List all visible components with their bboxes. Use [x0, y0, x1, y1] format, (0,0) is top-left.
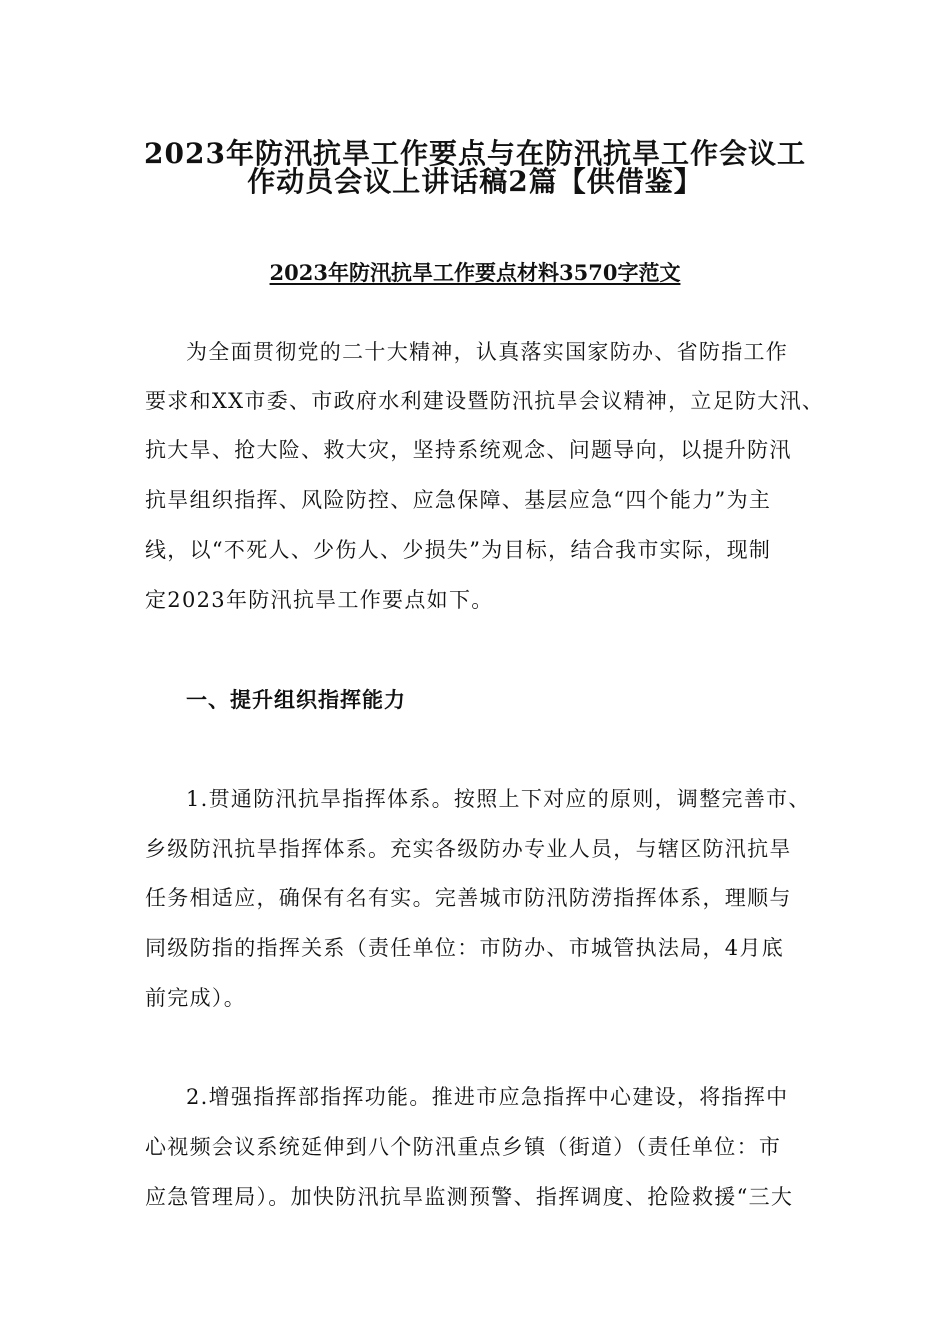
heading-1: 一、提升组织指挥能力 — [186, 687, 406, 712]
document-title-line-1: 2023年防汛抗旱工作要点与在防汛抗旱工作会议工 — [144, 137, 806, 170]
intro-line-2: 要求和XX市委、市政府水利建设暨防汛抗旱会议精神，立足防大汛、 — [145, 389, 825, 413]
item2-line-1: 2.增强指挥部指挥功能。推进市应急指挥中心建设，将指挥中 — [186, 1085, 789, 1109]
item2-line-3: 应急管理局）。加快防汛抗旱监测预警、指挥调度、抢险救援“三大 — [145, 1185, 794, 1209]
item1-line-5: 前完成）。 — [145, 986, 246, 1010]
intro-line-3: 抗大旱、抢大险、救大灾，坚持系统观念、问题导向，以提升防汛 — [145, 438, 792, 462]
item1-line-4: 同级防指的指挥关系（责任单位：市防办、市城管执法局，4月底 — [145, 936, 785, 960]
item2-line-2: 心视频会议系统延伸到八个防汛重点乡镇（街道）（责任单位：市 — [145, 1135, 782, 1159]
intro-line-1: 为全面贯彻党的二十大精神，认真落实国家防办、省防指工作 — [186, 340, 789, 364]
intro-line-5: 线，以“不死人、少伤人、少损失”为目标，结合我市实际，现制 — [145, 538, 772, 562]
document-title-line-2: 作动员会议上讲话稿2篇【供借鉴】 — [247, 165, 703, 198]
item1-line-2: 乡级防汛抗旱指挥体系。充实各级防办专业人员，与辖区防汛抗旱 — [145, 837, 792, 861]
intro-line-4: 抗旱组织指挥、风险防控、应急保障、基层应急“四个能力”为主 — [145, 488, 772, 512]
intro-line-6: 定2023年防汛抗旱工作要点如下。 — [145, 588, 494, 612]
item1-line-3: 任务相适应，确保有名有实。完善城市防汛防涝指挥体系，理顺与 — [145, 886, 792, 910]
section-title: 2023年防汛抗旱工作要点材料3570字范文 — [269, 260, 681, 285]
item1-line-1: 1.贯通防汛抗旱指挥体系。按照上下对应的原则，调整完善市、 — [186, 787, 811, 811]
